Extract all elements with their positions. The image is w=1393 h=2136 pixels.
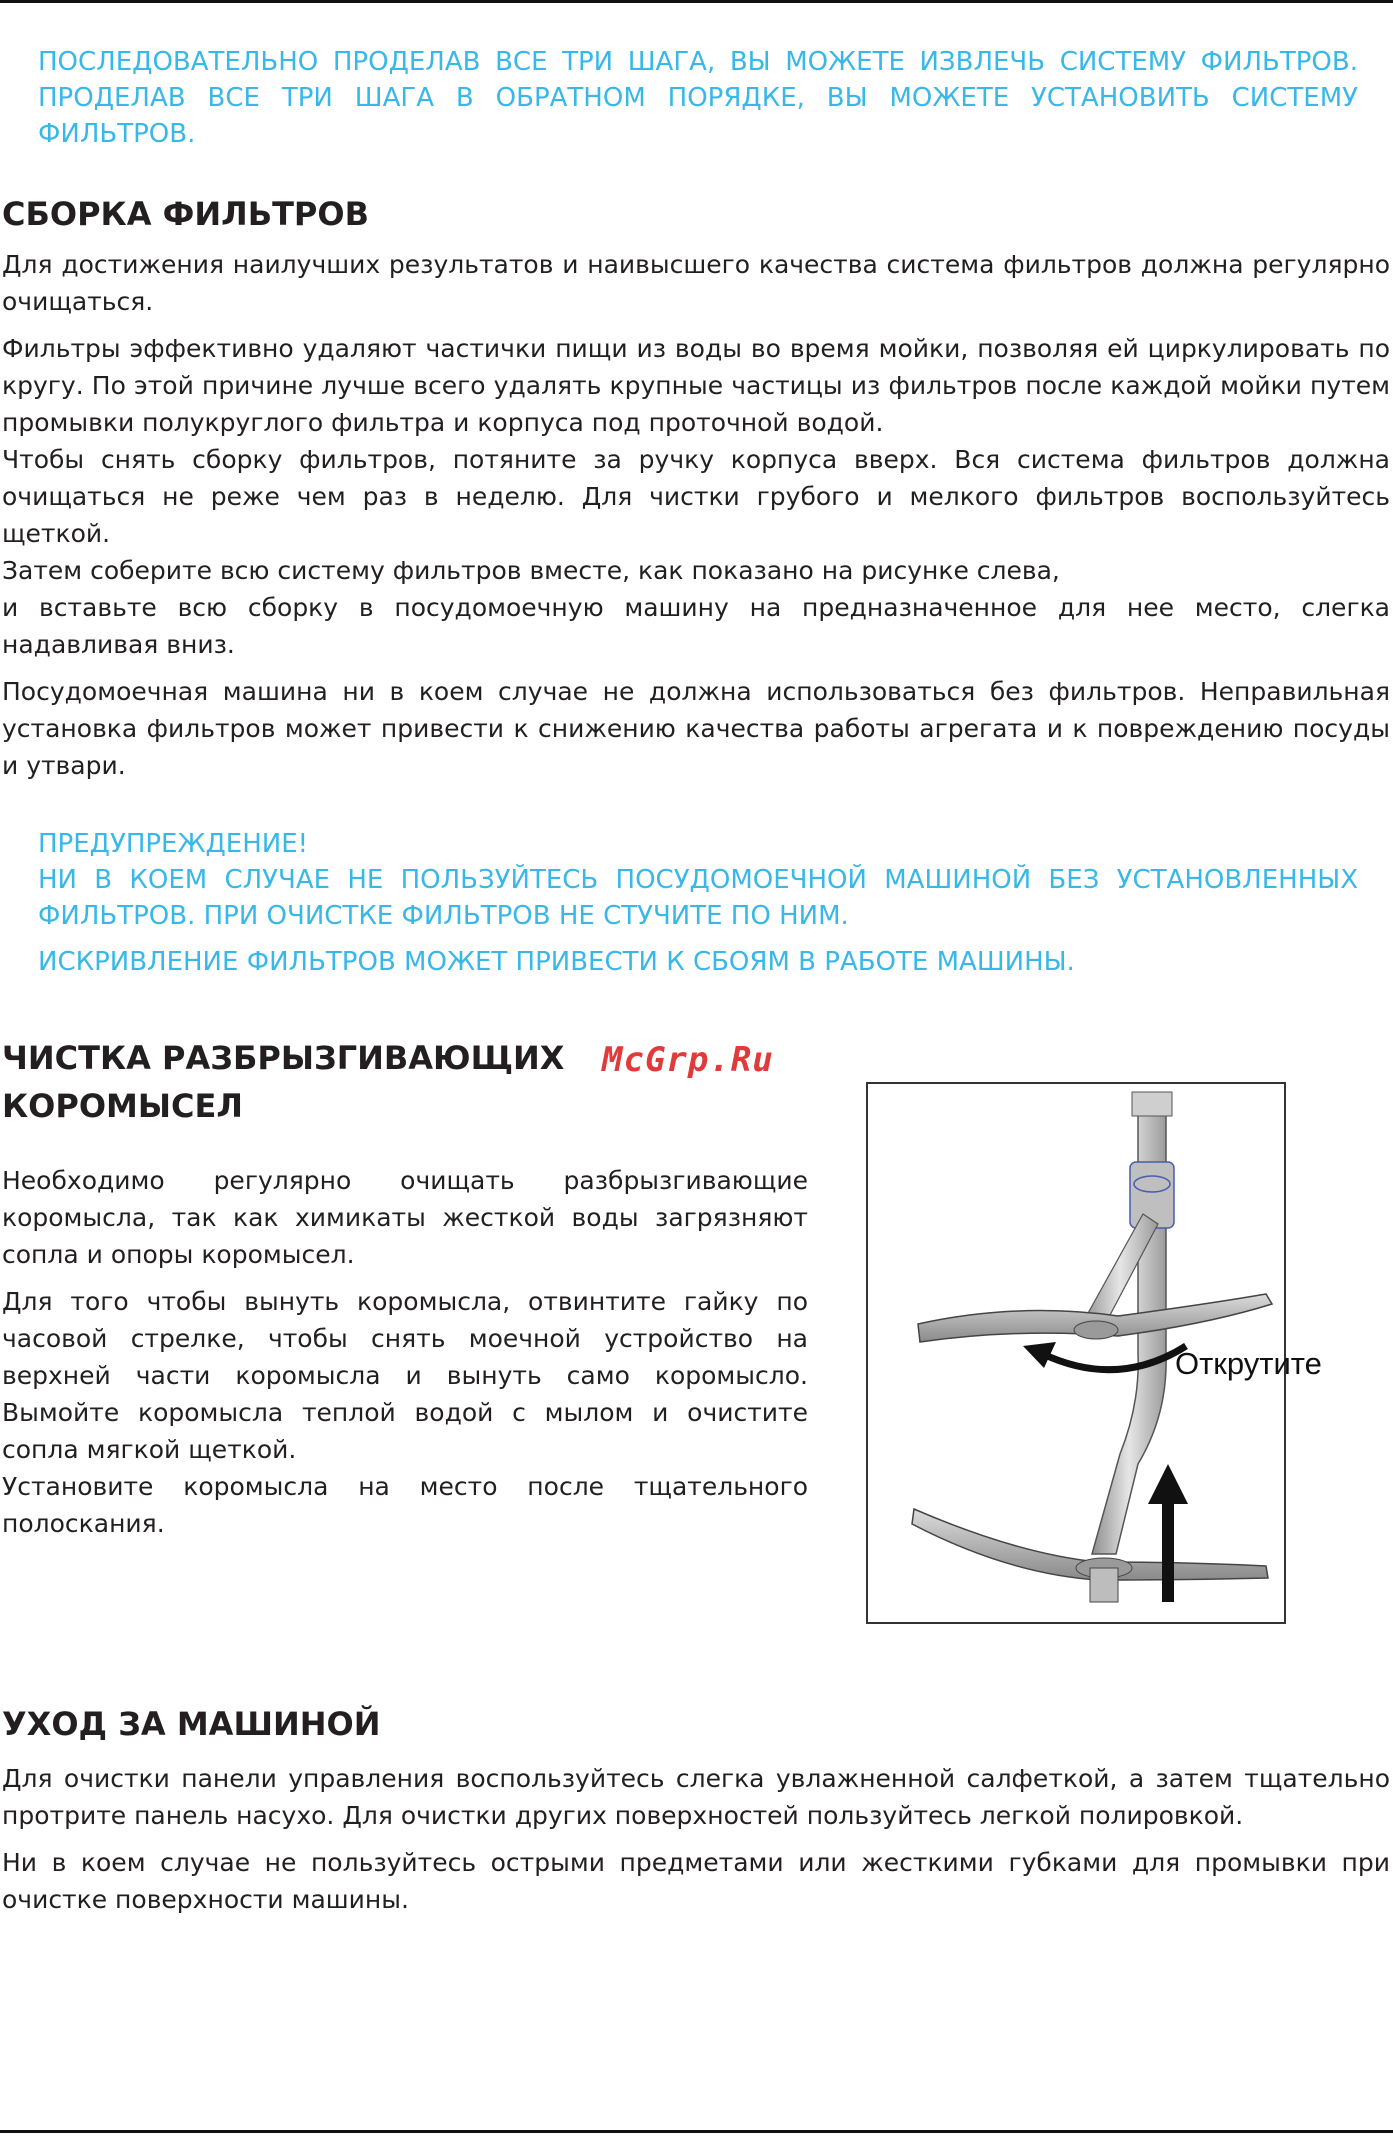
warning-callout	[38, 826, 1358, 980]
filters-heading: СБОРКА ФИЛЬТРОВ	[2, 195, 369, 233]
lower-arm-base	[1090, 1568, 1118, 1602]
filters-paragraph-5: и вставьте всю сборку в посудомоечную машину на предназначенное для нее место, слегка надавливая вниз.	[2, 593, 1390, 659]
spray-body	[2, 1162, 808, 1542]
spray-heading-line-2: КОРОМЫСЕЛ	[2, 1087, 243, 1125]
watermark-logo: McGrp.Ru	[602, 1040, 774, 1080]
care-paragraph-1: Для очистки панели управления воспользуйтесь слегка увлажненной салфеткой, а затем тщательно протрите панель насухо. Для очистки других поверхностей пользуйтесь легкой полировкой.	[2, 1764, 1390, 1830]
bottom-rule	[0, 2130, 1393, 2133]
spray-heading-line-1: ЧИСТКА РАЗБРЫЗГИВАЮЩИХ	[2, 1039, 565, 1077]
callout-top-text: ПОСЛЕДОВАТЕЛЬНО ПРОДЕЛАВ ВСЕ ТРИ ШАГА, ВЫ МОЖЕТЕ ИЗВЛЕЧЬ СИСТЕМУ ФИЛЬТРОВ. ПРОДЕЛАВ ВСЕ ТРИ ШАГА В ОБРАТНОМ ПОРЯДКЕ, ВЫ МОЖЕТЕ УСТАНОВИТЬ СИСТЕМУ ФИЛЬТРОВ.	[38, 47, 1358, 149]
filters-body	[2, 246, 1390, 784]
filters-paragraph-6: Посудомоечная машина ни в коем случае не должна использоваться без фильтров. Неправильная установка фильтров может привести к снижению качества работы агрегата и к повреждению посуды и утвари.	[2, 677, 1390, 780]
spray-paragraph-2: Для того чтобы вынуть коромысла, отвинтите гайку по часовой стрелке, чтобы снять моечной устройство на верхней части коромысла и вынуть само коромысло. Вымойте коромысла теплой водой с мылом и очистите сопла мягкой щеткой.	[2, 1287, 808, 1464]
warning-line-1: НИ В КОЕМ СЛУЧАЕ НЕ ПОЛЬЗУЙТЕСЬ ПОСУДОМОЕЧНОЙ МАШИНОЙ БЕЗ УСТАНОВЛЕННЫХ ФИЛЬТРОВ. ПРИ ОЧИСТКЕ ФИЛЬТРОВ НЕ СТУЧИТЕ ПО НИМ.	[38, 865, 1358, 931]
care-heading: УХОД ЗА МАШИНОЙ	[2, 1705, 381, 1743]
pipe-coupling	[1130, 1162, 1174, 1228]
care-paragraph-2: Ни в коем случае не пользуйтесь острыми предметами или жесткими губками для промывки при очистке поверхности машины.	[2, 1848, 1390, 1914]
filters-paragraph-3: Чтобы снять сборку фильтров, потяните за ручку корпуса вверх. Вся система фильтров должна очищаться не реже чем раз в неделю. Для чистки грубого и мелкого фильтров воспользуйтесь щеткой.	[2, 445, 1390, 548]
up-arrow-icon	[1148, 1464, 1188, 1602]
figure-label: Открутите	[1175, 1346, 1322, 1381]
filters-paragraph-1: Для достижения наилучших результатов и наивысшего качества система фильтров должна регулярно очищаться.	[2, 250, 1390, 316]
pipe-bracket	[1132, 1092, 1172, 1116]
warning-line-2: ИСКРИВЛЕНИЕ ФИЛЬТРОВ МОЖЕТ ПРИВЕСТИ К СБОЯМ В РАБОТЕ МАШИНЫ.	[38, 947, 1075, 977]
top-rule	[0, 0, 1393, 3]
upper-arm-hub	[1074, 1321, 1118, 1339]
spray-arm-figure	[866, 1082, 1322, 1624]
filters-paragraph-4: Затем соберите всю систему фильтров вместе, как показано на рисунке слева,	[2, 556, 1060, 585]
spray-paragraph-3: Установите коромысла на место после тщательного полоскания.	[2, 1472, 808, 1538]
filters-paragraph-2: Фильтры эффективно удаляют частички пищи из воды во время мойки, позволяя ей циркулировать по кругу. По этой причине лучше всего удалять крупные частицы из фильтров после каждой мойки путем промывки полукруглого фильтра и корпуса под проточной водой.	[2, 334, 1390, 437]
spray-paragraph-1: Необходимо регулярно очищать разбрызгивающие коромысла, так как химикаты жесткой воды загрязняют сопла и опоры коромысел.	[2, 1166, 808, 1269]
care-body	[2, 1760, 1390, 1918]
warning-title: ПРЕДУПРЕЖДЕНИЕ!	[38, 829, 309, 859]
callout-top	[38, 44, 1358, 152]
spray-heading	[2, 1034, 564, 1130]
